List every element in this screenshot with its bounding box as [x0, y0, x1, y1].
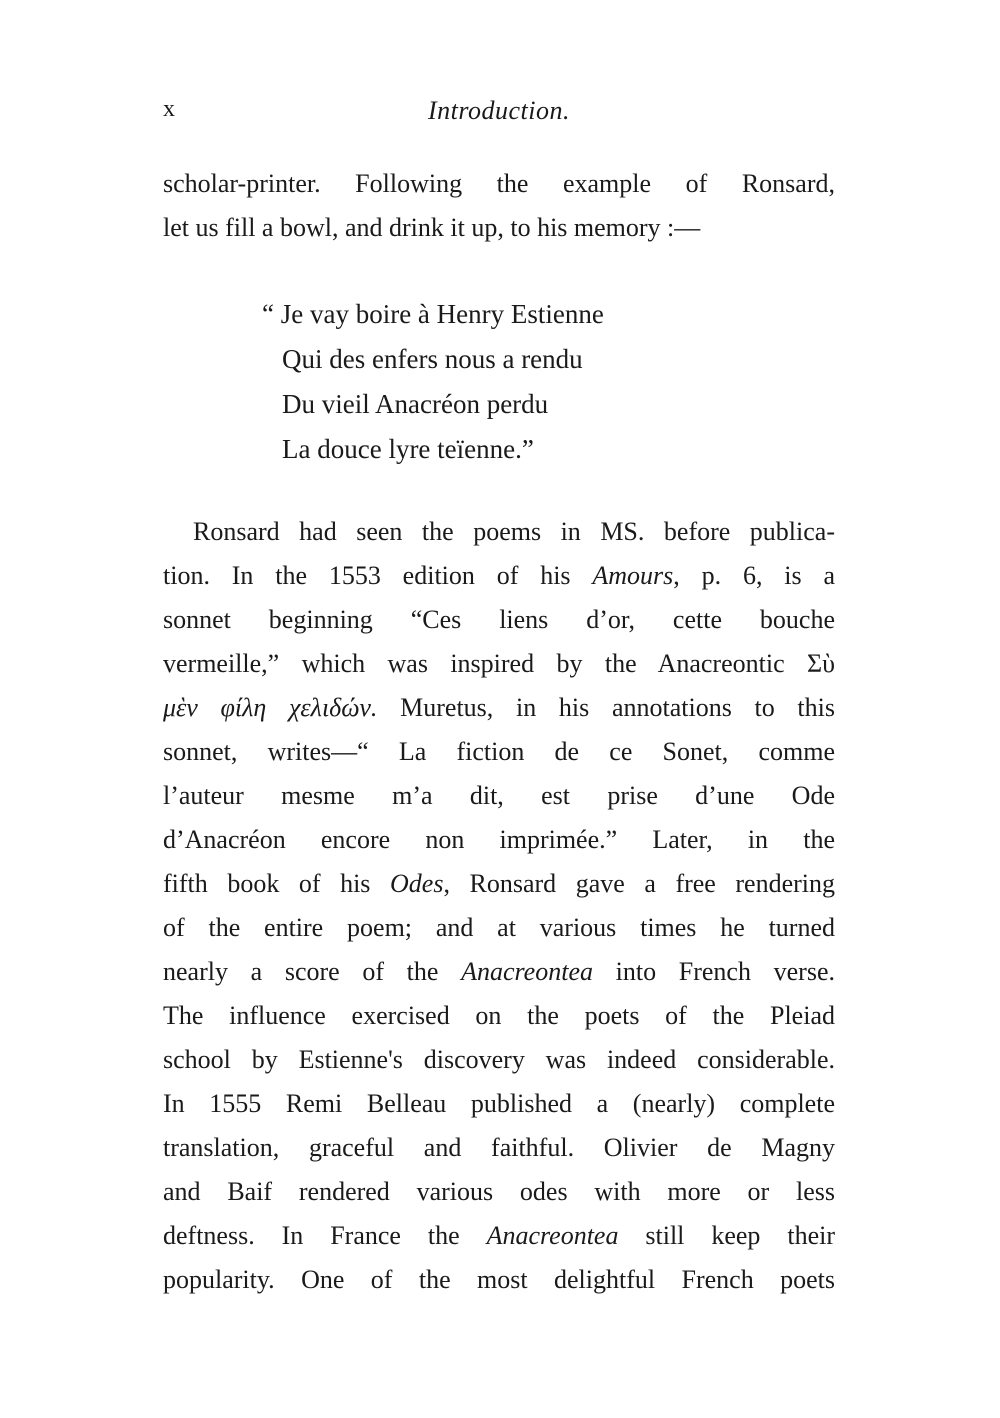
text-line: l’auteur mesme m’a dit, est prise d’une Ode — [163, 781, 835, 810]
verse-line: “ Je vay boire à Henry Estienne — [262, 299, 604, 329]
text-line — [163, 554, 835, 598]
text-line — [163, 950, 835, 994]
text-line: d’Anacréon encore non imprimée.” Later, in the — [163, 825, 835, 854]
text-run: Muretus, in his annotations to this — [377, 693, 835, 722]
text-line: popularity. One of the most delightful French poets — [163, 1265, 835, 1294]
text-line: translation, graceful and faithful. Olivier de Magny — [163, 1133, 835, 1162]
text-run: deftness. In France the — [163, 1221, 487, 1250]
text-line: vermeille,” which was inspired by the Anacreontic Σὺ — [163, 649, 835, 678]
text-line: sonnet beginning “Ces liens d’or, cette bouche — [163, 605, 835, 634]
text-run: , p. 6, is a — [673, 561, 835, 590]
text-line: The influence exercised on the poets of the Pleiad — [163, 1001, 835, 1030]
text-line — [163, 686, 835, 730]
italic-title: Anacreontea — [461, 957, 593, 986]
text-line: scholar-printer. Following the example of Ronsard, — [163, 169, 835, 198]
italic-title: Anacreontea — [486, 1221, 619, 1250]
page-number: x — [163, 96, 176, 122]
verse-line: Du vieil Anacréon perdu — [282, 389, 549, 419]
text-line: sonnet, writes—“ La fiction de ce Sonet, comme — [163, 737, 835, 766]
text-run: nearly a score of the — [163, 957, 462, 986]
text-line — [163, 1214, 835, 1258]
text-run: still keep their — [618, 1221, 835, 1250]
page-header — [163, 96, 835, 136]
text-line: In 1555 Remi Belleau published a (nearly) complete — [163, 1089, 835, 1118]
text-line — [163, 862, 835, 906]
greek-phrase: μὲν φίλη χελιδών. — [163, 693, 378, 722]
verse-line: Qui des enfers nous a rendu — [282, 344, 583, 374]
text-run: tion. In the 1553 edition of his — [163, 561, 593, 590]
text-line: of the entire poem; and at various times he turned — [163, 913, 835, 942]
italic-title: Odes — [390, 869, 444, 898]
text-run: into French verse. — [593, 957, 835, 986]
text-line: let us fill a bowl, and drink it up, to his memory :— — [163, 213, 701, 242]
text-run: fifth book of his — [163, 869, 390, 898]
verse-quotation — [262, 292, 604, 472]
main-paragraph — [163, 510, 835, 1302]
running-title: Introduction. — [427, 96, 571, 125]
text-line: school by Estienne's discovery was indeed considerable. — [163, 1045, 835, 1074]
text-run: , Ronsard gave a free rendering — [443, 869, 836, 898]
verse-line: La douce lyre teïenne.” — [282, 434, 534, 464]
italic-title: Amours — [592, 561, 674, 590]
text-line: Ronsard had seen the poems in MS. before publica- — [193, 517, 835, 546]
text-line: and Baif rendered various odes with more or less — [163, 1177, 835, 1206]
intro-paragraph — [163, 162, 835, 250]
